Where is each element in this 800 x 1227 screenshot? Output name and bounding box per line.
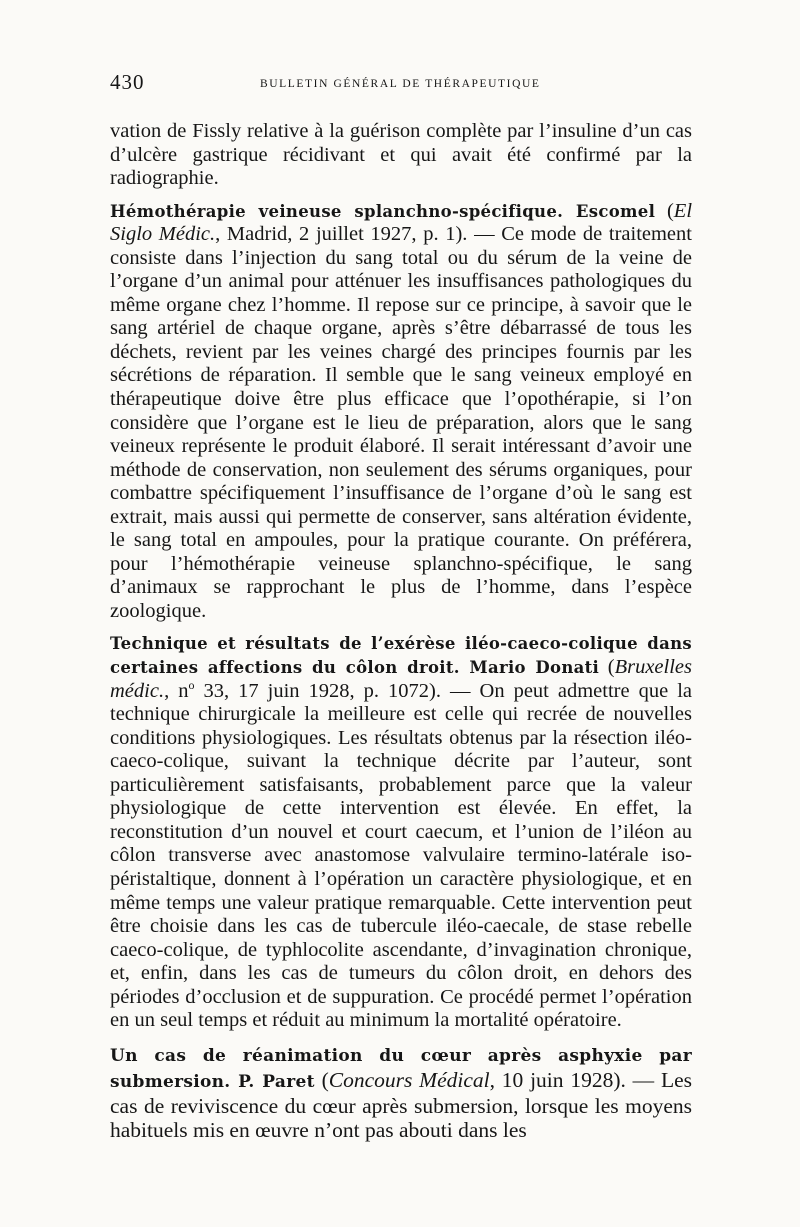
abstract-exerese: [110, 632, 692, 1032]
paragraph-text: vation de Fissly relative à la guérison complète par l’insuline d’un cas d’ulcère gastrique récidivant et qui avait été confirmé par la radiographie.: [110, 120, 692, 190]
source-journal: Concours Médical: [328, 1067, 490, 1092]
source-open: (: [607, 656, 615, 679]
source-open: (: [321, 1067, 329, 1092]
source-details: 33, 17 juin 1928, p. 1072). —: [194, 679, 480, 702]
source-journal: Bruxelles médic.: [110, 656, 692, 702]
source-open: (: [666, 199, 674, 222]
article-body: [110, 120, 692, 1142]
abstract-text: On peut admettre que la technique chirurgicale la meilleure est celle qui recrée de nouvelles conditions physiologiques. Les résultats obtenus par la résection iléo-caeco-colique, suivant la technique décrite par l’auteur, sont particulièrement satisfaisants, probablement parce que la valeur physiologique de cette intervention est élevée. En effet, la reconstitution d’un nouvel et court caecum, et l’union de l’iléon au côlon transverse avec anastomose valvulaire termino-latérale iso-péristaltique, donnent à l’opération un caractère physiologique, et en même temps une valeur pratique remarquable. Cette intervention peut être choisie dans les cas de tubercule iléo-caecale, de stase rebelle caeco-colique, de typhlocolite ascendante, d’invagination chronique, et, enfin, dans les cas de tumeurs du côlon droit, en dehors des périodes d’occlusion et de suppuration. Ce procédé permet l’opération en un seul temps et réduit au minimum la mortalité opératoire.: [110, 679, 693, 1032]
source-details: , 10 juin 1928). —: [489, 1067, 661, 1092]
abstract-heading: Hémothérapie veineuse splanchno-spécifique. Escomel: [110, 201, 656, 221]
source-journal: El Siglo Médic.: [110, 199, 693, 246]
abstract-heading: Technique et résultats de l’exérèse iléo-caeco-colique dans certaines affections du côlon droit. Mario Donati: [110, 634, 692, 678]
source-number-superscript: o: [188, 677, 195, 692]
abstract-reanimation: [110, 1042, 692, 1142]
paragraph-continuation: [110, 120, 692, 191]
abstract-text: Les cas de reviviscence du cœur après submersion, lorsque les moyens habituels mis en œuvre n’ont pas abouti dans les: [110, 1067, 693, 1142]
page-header: [110, 70, 690, 102]
abstract-heading: Un cas de réanimation du cœur après asphyxie par submersion. P. Paret: [110, 1045, 692, 1092]
source-number-prefix: , n: [164, 679, 189, 702]
source-details: , Madrid, 2 juillet 1927, p. 1). —: [215, 223, 502, 246]
abstract-hemotherapie: [110, 200, 692, 624]
page-number: 430: [110, 70, 145, 94]
running-title: BULLETIN GÉNÉRAL DE THÉRAPEUTIQUE: [260, 78, 541, 90]
abstract-text: Ce mode de traitement consiste dans l’injection du sang total ou du sérum de la veine de l’organe d’un animal pour atténuer les insuffisances pathologiques du même organe chez l’homme. Il repose sur ce principe, à savoir que le sang artériel de chaque organe, après s’être débarrassé de tous les déchets, revient par les veines chargé des principes fournis par les sécrétions de réparation. Il semble que le sang veineux employé en thérapeutique doive être plus efficace que l’opothérapie, si l’on considère que l’organe est le lieu de préparation, alors que le sang veineux représente le produit élaboré. Il serait intéressant d’avoir une méthode de conservation, non seulement des sérums organiques, pour combattre spécifiquement l’insuffisance de l’organe d’où le sang est extrait, mais aussi qui permette de conserver, sans altération évidente, le sang total en ampoules, pour la pratique courante. On préférera, pour l’hémothérapie veineuse splanchno-spécifique, le sang d’animaux se rapprochant le plus de l’homme, dans l’espèce zoologique.: [110, 223, 692, 622]
